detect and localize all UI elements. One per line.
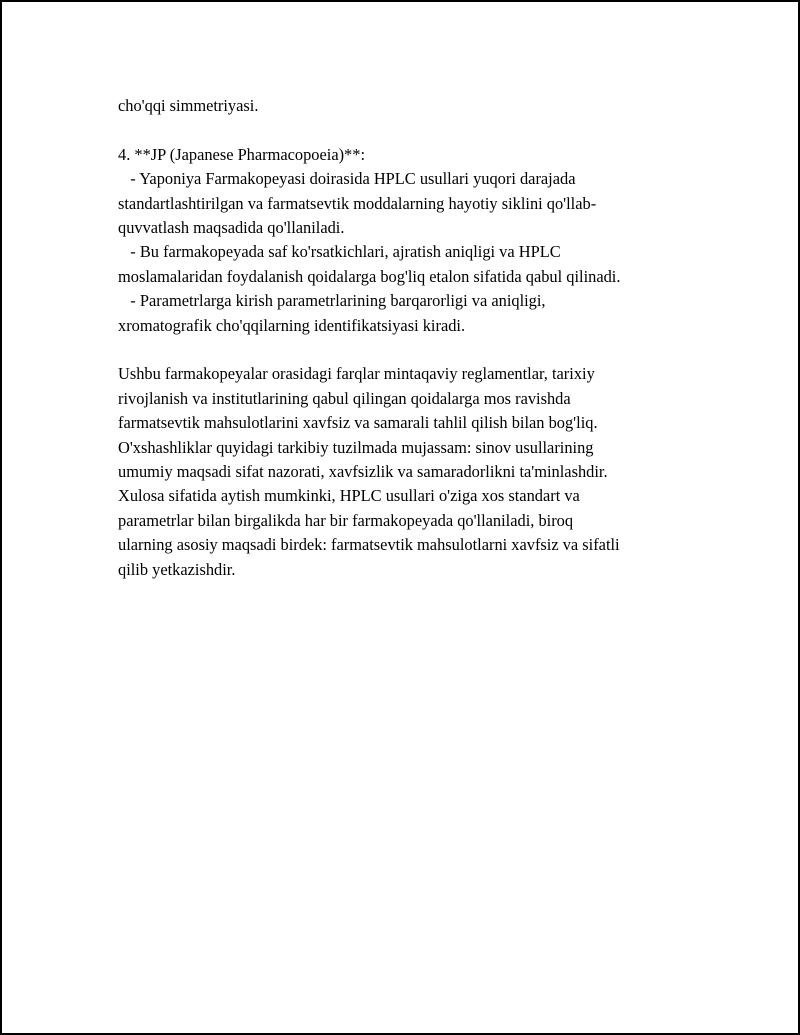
bullet-item (118, 240, 718, 289)
text-line: rivojlanish va institutlarining qabul qilingan qoidalarga mos ravishda (118, 388, 571, 408)
paragraph-gap (118, 118, 718, 142)
text-line: quvvatlash maqsadida qo'llaniladi. (118, 218, 345, 238)
bullet-item (118, 289, 718, 338)
text-line: - Bu farmakopeyada saf ko'rsatkichlari, ajratish aniqligi va HPLC (118, 242, 561, 262)
text-line: - Parametrlarga kirish parametrlarining barqarorligi va aniqligi, (118, 291, 546, 311)
bullet-item (118, 167, 718, 240)
text-line: xromatografik cho'qqilarning identifikatsiyasi kiradi. (118, 315, 466, 335)
text-line: qilib yetkazishdir. (118, 559, 236, 579)
text-line: Xulosa sifatida aytish mumkinki, HPLC usullari o'ziga xos standart va (118, 486, 580, 506)
text-line: farmatsevtik mahsulotlarini xavfsiz va samarali tahlil qilish bilan bog'liq. (118, 413, 598, 433)
paragraph-gap (118, 338, 718, 362)
text-line: standartlashtirilgan va farmatsevtik moddalarning hayotiy siklini qo'llab- (118, 193, 597, 213)
text-line: umumiy maqsadi sifat nazorati, xavfsizlik va samaradorlikni ta'minlashdir. (118, 462, 608, 482)
continuation-paragraph (118, 94, 718, 118)
conclusion-paragraph (118, 362, 718, 582)
text-line: Ushbu farmakopeyalar orasidagi farqlar mintaqaviy reglamentlar, tarixiy (118, 364, 595, 384)
section-heading: 4. **JP (Japanese Pharmacopoeia)**: (118, 144, 366, 164)
text-line: O'xshashliklar quyidagi tarkibiy tuzilmada mujassam: sinov usullarining (118, 437, 594, 457)
section-jp (118, 143, 718, 338)
document-body (118, 94, 718, 582)
text-line: parametrlar bilan birgalikda har bir farmakopeyada qo'llaniladi, biroq (118, 510, 574, 530)
text-line: - Yaponiya Farmakopeyasi doirasida HPLC usullari yuqori darajada (118, 169, 576, 189)
text-line: moslamalaridan foydalanish qoidalarga bog'liq etalon sifatida qabul qilinadi. (118, 266, 621, 286)
text-line: cho'qqi simmetriyasi. (118, 96, 259, 115)
text-line: ularning asosiy maqsadi birdek: farmatsevtik mahsulotlarni xavfsiz va sifatli (118, 535, 620, 555)
